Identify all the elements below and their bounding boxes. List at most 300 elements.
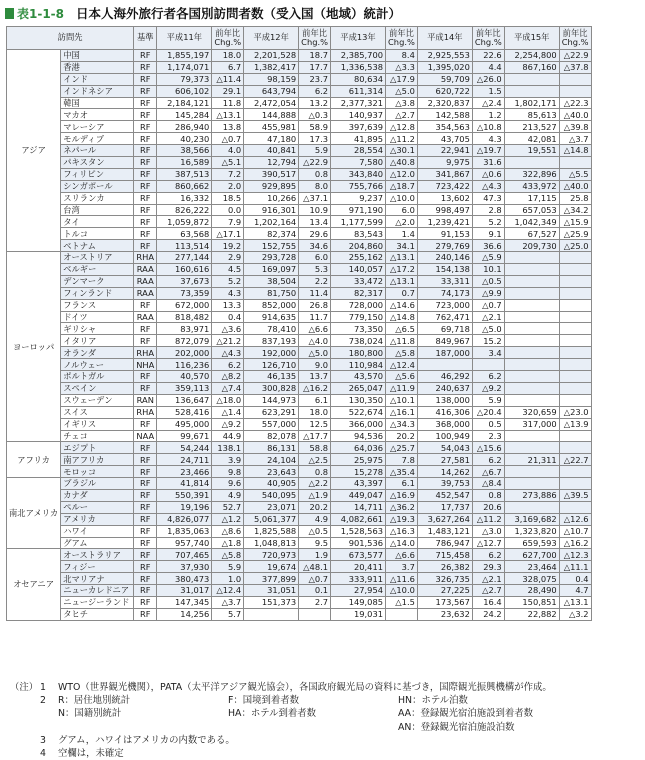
notes-label: （注） <box>10 682 39 693</box>
value-cell: 80,634 <box>331 73 386 85</box>
destination-cell: ドイツ <box>61 311 134 323</box>
chg-cell <box>472 359 504 371</box>
value-cell: 2,377,321 <box>331 97 386 109</box>
value-cell: 79,373 <box>157 73 212 85</box>
value-cell: 14,262 <box>417 466 472 478</box>
table-row <box>7 573 592 585</box>
note-index: 3 <box>40 734 46 746</box>
value-cell: 1,336,538 <box>331 61 386 73</box>
chg-cell <box>559 442 591 454</box>
chg-cell: △5.0 <box>299 347 331 359</box>
basis-cell: NHA <box>134 359 157 371</box>
chg-cell: △11.8 <box>386 335 418 347</box>
chg-cell: 13.3 <box>212 299 244 311</box>
chg-cell: △10.1 <box>386 394 418 406</box>
table-row <box>7 168 592 180</box>
value-cell: 387,513 <box>157 168 212 180</box>
value-cell: 43,570 <box>331 371 386 383</box>
value-cell: 23,071 <box>244 501 299 513</box>
value-cell: 78,410 <box>244 323 299 335</box>
value-cell: 540,095 <box>244 489 299 501</box>
table-row <box>7 145 592 157</box>
value-cell: 1,802,171 <box>504 97 559 109</box>
basis-cell: RAA <box>134 311 157 323</box>
value-cell: 1,855,197 <box>157 50 212 62</box>
chg-cell: △14.0 <box>386 537 418 549</box>
value-cell <box>504 430 559 442</box>
destination-cell: マカオ <box>61 109 134 121</box>
chg-cell: 2.8 <box>472 204 504 216</box>
table-number: 表1-1-8 <box>17 6 65 21</box>
basis-cell: RF <box>134 85 157 97</box>
value-cell: 12,794 <box>244 157 299 169</box>
value-cell: 300,828 <box>244 382 299 394</box>
value-cell: 255,162 <box>331 252 386 264</box>
table-row <box>7 442 592 454</box>
chg-cell: 19.2 <box>212 240 244 252</box>
basis-cell: RF <box>134 489 157 501</box>
chg-cell: 10.1 <box>472 264 504 276</box>
table-row <box>7 525 592 537</box>
chg-cell: △8.4 <box>472 478 504 490</box>
value-cell: 40,905 <box>244 478 299 490</box>
chg-cell: △5.0 <box>386 85 418 97</box>
table-row <box>7 596 592 608</box>
chg-cell: △11.9 <box>386 382 418 394</box>
chg-cell <box>559 323 591 335</box>
chg-cell: △16.2 <box>299 382 331 394</box>
chg-cell: △17.1 <box>212 228 244 240</box>
value-cell: 160,616 <box>157 264 212 276</box>
value-cell: 91,153 <box>417 228 472 240</box>
table-row <box>7 216 592 228</box>
chg-cell: 9.8 <box>212 466 244 478</box>
chg-cell: 17.3 <box>299 133 331 145</box>
chg-cell: △1.5 <box>386 596 418 608</box>
chg-cell: △9.9 <box>472 287 504 299</box>
chg-cell <box>559 311 591 323</box>
chg-cell <box>386 608 418 620</box>
value-cell: 818,482 <box>157 311 212 323</box>
basis-cell: RAA <box>134 264 157 276</box>
chg-cell: △17.9 <box>386 73 418 85</box>
destination-cell: アメリカ <box>61 513 134 525</box>
value-cell: 40,230 <box>157 133 212 145</box>
basis-cell: RF <box>134 323 157 335</box>
table-row <box>7 157 592 169</box>
value-cell: 81,750 <box>244 287 299 299</box>
basis-cell: RF <box>134 513 157 525</box>
chg-cell: △8.2 <box>212 371 244 383</box>
header-year-11: 平成11年 <box>157 27 212 50</box>
value-cell: 2,184,121 <box>157 97 212 109</box>
value-cell: 150,851 <box>504 596 559 608</box>
value-cell: 872,079 <box>157 335 212 347</box>
value-cell <box>504 335 559 347</box>
chg-cell: △15.6 <box>472 442 504 454</box>
chg-cell: 0.8 <box>299 466 331 478</box>
value-cell: 59,709 <box>417 73 472 85</box>
basis-cell: RF <box>134 121 157 133</box>
basis-cell: RF <box>134 478 157 490</box>
value-cell: 24,104 <box>244 454 299 466</box>
basis-cell: RF <box>134 371 157 383</box>
table-row <box>7 513 592 525</box>
chg-cell <box>559 157 591 169</box>
chg-cell <box>559 85 591 97</box>
value-cell: 10,266 <box>244 192 299 204</box>
note-text: グアム，ハワイはアメリカの内数である。 <box>58 734 235 746</box>
chg-cell: 6.7 <box>212 61 244 73</box>
value-cell: 368,000 <box>417 418 472 430</box>
value-cell: 279,769 <box>417 240 472 252</box>
destination-cell: ネパール <box>61 145 134 157</box>
value-cell: 86,131 <box>244 442 299 454</box>
value-cell: 1,825,588 <box>244 525 299 537</box>
chg-cell: △10.0 <box>386 585 418 597</box>
value-cell <box>504 382 559 394</box>
chg-cell: △7.4 <box>212 382 244 394</box>
value-cell: 19,031 <box>331 608 386 620</box>
value-cell: 43,397 <box>331 478 386 490</box>
chg-cell: △14.6 <box>386 299 418 311</box>
value-cell: 74,173 <box>417 287 472 299</box>
chg-cell: 4.3 <box>472 133 504 145</box>
destination-cell: 台湾 <box>61 204 134 216</box>
visitors-table <box>6 26 592 621</box>
chg-cell: △6.6 <box>299 323 331 335</box>
value-cell: 37,930 <box>157 561 212 573</box>
basis-cell: RF <box>134 240 157 252</box>
chg-cell: △5.0 <box>472 323 504 335</box>
table-row <box>7 537 592 549</box>
header-destination: 訪問先 <box>7 27 134 50</box>
chg-cell: △22.9 <box>559 50 591 62</box>
basis-cell: RF <box>134 549 157 561</box>
abbr-item: AA：登録観光宿泊施設到着者数 <box>398 708 533 720</box>
value-cell: 672,000 <box>157 299 212 311</box>
value-cell: 41,814 <box>157 478 212 490</box>
chg-cell: 29.3 <box>472 561 504 573</box>
value-cell: 657,053 <box>504 204 559 216</box>
value-cell: 1,059,872 <box>157 216 212 228</box>
value-cell: 1,382,417 <box>244 61 299 73</box>
destination-cell: オランダ <box>61 347 134 359</box>
value-cell: 83,543 <box>331 228 386 240</box>
abbreviation-list <box>58 694 640 734</box>
chg-cell: △1.9 <box>299 489 331 501</box>
note-index: 1 <box>40 682 46 693</box>
destination-cell: スウェーデン <box>61 394 134 406</box>
basis-cell: RF <box>134 537 157 549</box>
destination-cell: パキスタン <box>61 157 134 169</box>
value-cell: 343,840 <box>331 168 386 180</box>
value-cell <box>504 347 559 359</box>
value-cell: 31,017 <box>157 585 212 597</box>
chg-cell: △20.4 <box>472 406 504 418</box>
chg-cell: 44.9 <box>212 430 244 442</box>
basis-cell: RF <box>134 466 157 478</box>
value-cell: 723,000 <box>417 299 472 311</box>
destination-cell: フィリピン <box>61 168 134 180</box>
note-index: 4 <box>40 748 46 760</box>
value-cell: 860,662 <box>157 180 212 192</box>
chg-cell: 1.5 <box>472 85 504 97</box>
basis-cell: RF <box>134 228 157 240</box>
chg-cell: 1.2 <box>472 109 504 121</box>
destination-cell: ハワイ <box>61 525 134 537</box>
chg-cell: △12.0 <box>386 168 418 180</box>
value-cell: 4,826,077 <box>157 513 212 525</box>
chg-cell: 0.5 <box>472 418 504 430</box>
value-cell <box>504 442 559 454</box>
page-title: 日本人海外旅行者各国別訪問者数（受入国（地域）統計） <box>76 6 402 21</box>
value-cell: 22,941 <box>417 145 472 157</box>
chg-cell: 1.9 <box>299 549 331 561</box>
chg-cell: 4.9 <box>212 489 244 501</box>
value-cell: 322,896 <box>504 168 559 180</box>
chg-cell: 13.4 <box>299 216 331 228</box>
value-cell: 659,593 <box>504 537 559 549</box>
value-cell: 47,180 <box>244 133 299 145</box>
basis-cell: RF <box>134 109 157 121</box>
value-cell: 42,081 <box>504 133 559 145</box>
chg-cell: 5.9 <box>299 145 331 157</box>
chg-cell: △37.1 <box>299 192 331 204</box>
destination-cell: グアム <box>61 537 134 549</box>
destination-cell: ペルー <box>61 501 134 513</box>
destination-cell: スイス <box>61 406 134 418</box>
value-cell: 27,581 <box>417 454 472 466</box>
value-cell: 110,984 <box>331 359 386 371</box>
value-cell: 416,306 <box>417 406 472 418</box>
chg-cell: △0.5 <box>472 275 504 287</box>
chg-cell: 6.2 <box>472 454 504 466</box>
value-cell: 998,497 <box>417 204 472 216</box>
value-cell: 328,075 <box>504 573 559 585</box>
chg-cell: △11.6 <box>386 573 418 585</box>
table-row <box>7 264 592 276</box>
chg-cell: △2.1 <box>472 573 504 585</box>
chg-cell: △3.3 <box>386 61 418 73</box>
chg-cell: 5.7 <box>212 608 244 620</box>
value-cell: 1,239,421 <box>417 216 472 228</box>
destination-cell: オーストラリア <box>61 549 134 561</box>
chg-cell: △12.7 <box>472 537 504 549</box>
header-year-13: 平成13年 <box>331 27 386 50</box>
value-cell: 209,730 <box>504 240 559 252</box>
basis-cell: RF <box>134 192 157 204</box>
chg-cell: △18.0 <box>212 394 244 406</box>
chg-cell <box>559 371 591 383</box>
value-cell: 317,000 <box>504 418 559 430</box>
header-chg: 前年比 Chg.% <box>299 27 331 50</box>
chg-cell: △25.9 <box>559 228 591 240</box>
destination-cell: フィンランド <box>61 287 134 299</box>
value-cell <box>504 275 559 287</box>
chg-cell: 4.0 <box>212 145 244 157</box>
chg-cell: 6.2 <box>212 359 244 371</box>
chg-cell: 0.4 <box>212 311 244 323</box>
value-cell: 333,911 <box>331 573 386 585</box>
chg-cell: 4.9 <box>299 513 331 525</box>
chg-cell: 22.6 <box>472 50 504 62</box>
value-cell: 620,722 <box>417 85 472 97</box>
abbr-item: F：国境到着者数 <box>228 695 300 707</box>
chg-cell: △34.2 <box>559 204 591 216</box>
table-row <box>7 228 592 240</box>
basis-cell: RAA <box>134 287 157 299</box>
header-chg: 前年比 Chg.% <box>472 27 504 50</box>
table-row <box>7 418 592 430</box>
value-cell: 23,632 <box>417 608 472 620</box>
abbr-item: HN：ホテル泊数 <box>398 695 468 707</box>
value-cell: 2,254,800 <box>504 50 559 62</box>
value-cell: 728,000 <box>331 299 386 311</box>
value-cell: 957,740 <box>157 537 212 549</box>
chg-cell: △39.5 <box>559 489 591 501</box>
value-cell <box>504 157 559 169</box>
value-cell: 916,301 <box>244 204 299 216</box>
basis-cell: RF <box>134 73 157 85</box>
basis-cell: RAN <box>134 394 157 406</box>
destination-cell: ポルトガル <box>61 371 134 383</box>
chg-cell: 5.3 <box>299 264 331 276</box>
chg-cell: 138.1 <box>212 442 244 454</box>
basis-cell: RF <box>134 97 157 109</box>
value-cell: 21,311 <box>504 454 559 466</box>
chg-cell: 20.2 <box>386 430 418 442</box>
value-cell: 1,528,563 <box>331 525 386 537</box>
chg-cell: 29.6 <box>299 228 331 240</box>
value-cell: 3,627,264 <box>417 513 472 525</box>
chg-cell: 0.7 <box>386 287 418 299</box>
note-4 <box>10 747 640 760</box>
value-cell: 495,000 <box>157 418 212 430</box>
value-cell: 723,422 <box>417 180 472 192</box>
chg-cell: △13.1 <box>212 109 244 121</box>
table-row <box>7 501 592 513</box>
chg-cell: △6.6 <box>386 549 418 561</box>
table-row <box>7 359 592 371</box>
value-cell: 673,577 <box>331 549 386 561</box>
note-text: 空欄は，未確定 <box>58 748 124 760</box>
value-cell: 3,169,682 <box>504 513 559 525</box>
value-cell: 40,841 <box>244 145 299 157</box>
region-label: アフリカ <box>7 442 61 478</box>
value-cell: 204,860 <box>331 240 386 252</box>
chg-cell: 9.1 <box>472 228 504 240</box>
value-cell: 130,350 <box>331 394 386 406</box>
chg-cell: 34.6 <box>299 240 331 252</box>
value-cell: 341,867 <box>417 168 472 180</box>
value-cell: 98,159 <box>244 73 299 85</box>
table-row <box>7 323 592 335</box>
value-cell: 1,483,121 <box>417 525 472 537</box>
chg-cell: 26.8 <box>299 299 331 311</box>
value-cell: 1,323,820 <box>504 525 559 537</box>
value-cell: 277,144 <box>157 252 212 264</box>
chg-cell: 0.4 <box>559 573 591 585</box>
note-text: WTO（世界観光機関），PATA（太平洋アジア観光協会），各国政府観光局の資料に基づき，国際観光振興機構が作成。 <box>58 682 552 693</box>
value-cell: 54,244 <box>157 442 212 454</box>
table-row <box>7 478 592 490</box>
header-year-15: 平成15年 <box>504 27 559 50</box>
basis-cell: RF <box>134 180 157 192</box>
value-cell: 738,024 <box>331 335 386 347</box>
chg-cell: △11.4 <box>212 73 244 85</box>
value-cell: 16,332 <box>157 192 212 204</box>
value-cell: 69,718 <box>417 323 472 335</box>
value-cell: 15,278 <box>331 466 386 478</box>
table-row <box>7 240 592 252</box>
chg-cell: △13.1 <box>386 275 418 287</box>
value-cell: 192,000 <box>244 347 299 359</box>
value-cell: 354,563 <box>417 121 472 133</box>
value-cell: 13,602 <box>417 192 472 204</box>
chg-cell: △3.7 <box>212 596 244 608</box>
table-row <box>7 192 592 204</box>
table-body <box>7 50 592 621</box>
chg-cell: 2.9 <box>212 252 244 264</box>
chg-cell: △12.4 <box>212 585 244 597</box>
abbr-item: HA：ホテル到着者数 <box>228 708 316 720</box>
chg-cell: 6.2 <box>299 85 331 97</box>
chg-cell: △40.0 <box>559 109 591 121</box>
chg-cell: △9.2 <box>472 382 504 394</box>
chg-cell: △2.7 <box>472 585 504 597</box>
chg-cell <box>559 347 591 359</box>
chg-cell: 36.6 <box>472 240 504 252</box>
basis-cell: RF <box>134 596 157 608</box>
chg-cell: 47.3 <box>472 192 504 204</box>
chg-cell: 1.4 <box>386 228 418 240</box>
chg-cell: 5.9 <box>212 561 244 573</box>
chg-cell: △25.7 <box>386 442 418 454</box>
destination-cell: タヒチ <box>61 608 134 620</box>
value-cell: 286,940 <box>157 121 212 133</box>
chg-cell <box>559 299 591 311</box>
chg-cell: △0.7 <box>212 133 244 145</box>
value-cell: 14,711 <box>331 501 386 513</box>
table-row <box>7 335 592 347</box>
chg-cell: △5.9 <box>472 252 504 264</box>
table-row <box>7 121 592 133</box>
chg-cell: 31.6 <box>472 157 504 169</box>
value-cell: 606,102 <box>157 85 212 97</box>
chg-cell: 2.0 <box>212 180 244 192</box>
chg-cell: 18.0 <box>212 50 244 62</box>
value-cell: 623,291 <box>244 406 299 418</box>
destination-cell: スリランカ <box>61 192 134 204</box>
abbr-item: R：居住地別統計 <box>58 695 131 707</box>
value-cell: 528,416 <box>157 406 212 418</box>
value-cell: 23,643 <box>244 466 299 478</box>
chg-cell: △6.7 <box>472 466 504 478</box>
destination-cell: マレーシア <box>61 121 134 133</box>
value-cell: 971,190 <box>331 204 386 216</box>
value-cell: 43,705 <box>417 133 472 145</box>
value-cell: 64,036 <box>331 442 386 454</box>
chg-cell: 8.4 <box>386 50 418 62</box>
value-cell: 452,547 <box>417 489 472 501</box>
value-cell: 901,536 <box>331 537 386 549</box>
chg-cell: △16.1 <box>386 406 418 418</box>
chg-cell: 3.9 <box>212 454 244 466</box>
chg-cell: 4.7 <box>559 585 591 597</box>
value-cell <box>504 359 559 371</box>
chg-cell: 20.6 <box>472 501 504 513</box>
